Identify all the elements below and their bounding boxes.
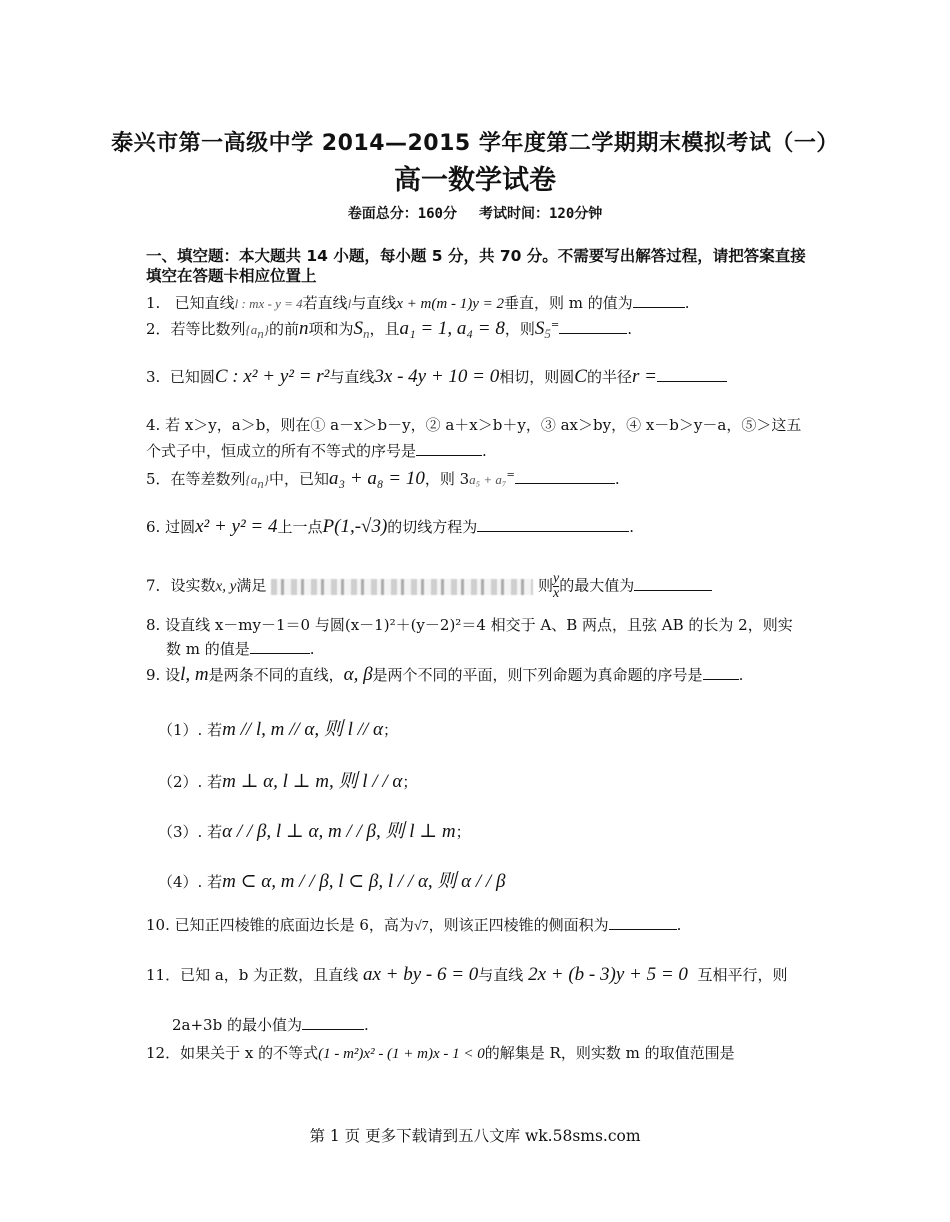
exam-subtitle: 高一数学试卷 xyxy=(394,165,556,196)
time-label: 考试时间：120分钟 xyxy=(479,206,603,222)
question-9-option-4: （4）. 若m ⊂ α, m / / β, l ⊂ β, l / / α, 则 α / / β xyxy=(158,871,506,892)
answer-blank xyxy=(477,517,629,532)
question-1: 1. 已知直线l : mx - y = 4若直线l与直线x + m(m - 1)y = 2垂直，则 m 的值为 . xyxy=(146,294,690,312)
answer-blank xyxy=(250,639,310,654)
question-9-option-3: （3）. 若α / / β, l ⊥ α, m / / β, 则 l ⊥ m； xyxy=(158,821,471,842)
answer-blank xyxy=(633,293,685,308)
section-heading: 一、填空题：本大题共 14 小题，每小题 5 分，共 70 分。不需要写出解答过程，请把答案直接填空在答题卡相应位置上 xyxy=(146,247,806,285)
question-5: 5．在等差数列$\{a_n\}$中，已知a₃ + a₈ = 10，则 3a₅ + a₇= . xyxy=(146,468,620,491)
answer-blank xyxy=(416,441,482,456)
question-7: 7．设实数x, y满足 则 $\frac{y}{x}$ 的最大值为 xyxy=(146,572,712,601)
question-9-option-1: （1）. 若m // l, m // α, 则 l // α； xyxy=(158,719,398,740)
page-footer: 第 1 页 更多下载请到五八文库 wk.58sms.com xyxy=(309,1127,641,1145)
score-label: 卷面总分：160分 xyxy=(347,206,457,222)
answer-blank xyxy=(302,1015,364,1030)
question-9: 9. 设l, m是两条不同的直线，α, β是两个不同的平面，则下列命题为真命题的序号是 . xyxy=(146,664,744,685)
answer-blank xyxy=(515,469,615,484)
answer-blank xyxy=(559,319,627,334)
question-9-option-2: （2）. 若m ⊥ α, l ⊥ m, 则 l / / α； xyxy=(158,771,418,792)
question-2: 2．若等比数列$\{a_n\}$的前n项和为$S_n$，且a₁ = 1, a₄ = 8，则$S_5^=$ . xyxy=(146,318,633,341)
question-8-line2: 数 m 的值是 . xyxy=(166,640,315,658)
exam-title: 泰兴市第一高级中学 2014—2015 学年度第二学期期末模拟考试（一） xyxy=(111,131,839,156)
answer-blank xyxy=(609,915,677,930)
answer-blank xyxy=(703,665,739,680)
question-4-line1: 4. 若 x＞y，a＞b，则在① a－x＞b－y，② a＋x＞b＋y，③ ax＞by，④ x－b＞y－a，⑤＞这五 xyxy=(146,416,802,434)
answer-blank xyxy=(634,576,712,591)
question-12: 12．如果关于 x 的不等式(1 - m²)x² - (1 + m)x - 1 < 0的解集是 R，则实数 m 的取值范围是 xyxy=(146,1044,735,1062)
question-4-line2: 个式子中，恒成立的所有不等式的序号是 . xyxy=(146,442,487,460)
question-3: 3. 已知圆C : x² + y² = r²与直线3x - 4y + 10 = 0相切，则圆C的半径r = xyxy=(146,366,727,388)
question-11-line2: 2a+3b 的最小值为 . xyxy=(172,1016,369,1034)
question-11: 11．已知 a，b 为正数，且直线 ax + by - 6 = 0与直线 2x + (b - 3)y + 5 = 0 互相平行，则 xyxy=(146,964,788,985)
question-8-line1: 8. 设直线 x－my－1＝0 与圆(x－1)²＋(y－2)²＝4 相交于 A、B 两点，且弦 AB 的长为 2，则实 xyxy=(146,616,793,634)
exam-meta xyxy=(0,203,950,223)
answer-blank xyxy=(657,367,727,382)
question-6: 6. 过圆x² + y² = 4上一点P(1,-√3)的切线方程为 . xyxy=(146,516,635,537)
fraction-y-over-x: $\frac{y}{x}$ xyxy=(552,571,560,601)
blurred-constraint-image xyxy=(271,579,533,595)
question-10: 10. 已知正四棱锥的底面边长是 6，高为√7，则该正四棱锥的侧面积为 . xyxy=(146,916,682,934)
